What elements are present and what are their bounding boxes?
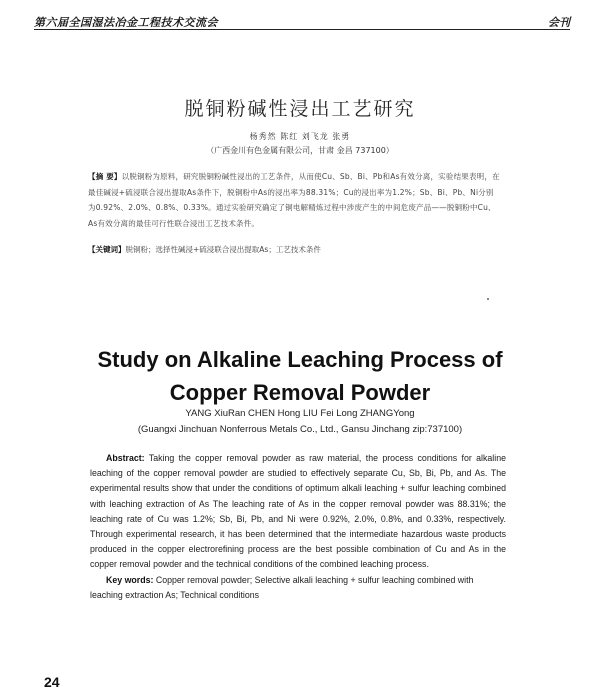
chinese-affiliation: （广西金川有色金属有限公司，甘肃 金昌 737100） <box>206 146 394 155</box>
english-abstract-text: Taking the copper removal powder as raw material, the process conditions for alkaline leaching of the copper removal powder are studied to effectively separate Cu, Sb, Bi, Pb, and As. The experimental results show that under the conditions of optimum alkali leaching + sulfur leaching combined with leaching extraction of As The leaching rate of As in the copper removal powder was 88.31%; the leaching rate of Cu was 1.2%; Sb, Bi, Pb, and Ni were 0.92%, 2.0%, 0.8%, and 0.33%, respectively. Through experimental research, it has been determined that the intermediate hazardous waste products produced in the copper electrorefining process are the best possible combination of Cu and As in the copper removal powder and the technical conditions of the combined leaching process. <box>90 453 506 570</box>
scan-speck <box>487 298 489 300</box>
journal-title: 第六届全国湿法冶金工程技术交流会 <box>34 16 218 29</box>
header-rule <box>34 29 570 30</box>
english-title-line-1: Study on Alkaline Leaching Process of <box>97 347 503 372</box>
chinese-keywords-label: 【关键词】 <box>88 245 126 254</box>
english-abstract <box>90 451 506 573</box>
english-authors: YANG XiuRan CHEN Hong LIU Fei Long ZHANGYong <box>185 408 415 419</box>
english-title <box>0 343 600 409</box>
english-keywords <box>90 573 506 603</box>
running-header <box>34 14 570 30</box>
chinese-abstract <box>88 169 500 231</box>
chinese-keywords-text: 脱铜粉；选择性碱浸+硫浸联合浸出提取As；工艺技术条件 <box>125 245 321 254</box>
english-abstract-label: Abstract: <box>106 453 145 463</box>
chinese-authors: 杨秀然 陈红 刘飞龙 张勇 <box>249 132 351 141</box>
chinese-abstract-label: 【摘 要】 <box>88 172 122 181</box>
english-keywords-label: Key words: <box>106 575 154 585</box>
journal-section: 会刊 <box>548 16 570 29</box>
chinese-abstract-text: 以脱铜粉为原料，研究脱铜粉碱性浸出的工艺条件，从而使Cu、Sb、Bi、Pb和As有效分离，实验结果表明，在最佳碱浸+硫浸联合浸出提取As条件下，脱铜粉中As的浸出率为88.31%；Cu的浸出率为1.2%；Sb、Bi、Pb、Ni分别为0.92%、2.0%、0.8%、0.33%。通过实验研究确定了铜电解精炼过程中涉废产生的中间危废产品——脱铜粉中Cu、As有效分离的最佳可行性联合浸出工艺技术条件。 <box>88 172 500 228</box>
chinese-keywords <box>88 244 500 255</box>
english-affiliation: (Guangxi Jinchuan Nonferrous Metals Co., Ltd., Gansu Jinchang zip:737100) <box>137 424 463 435</box>
english-title-line-2: Copper Removal Powder <box>169 380 431 405</box>
chinese-title: 脱铜粉碱性浸出工艺研究 <box>184 98 416 120</box>
page-number: 24 <box>44 674 60 690</box>
english-keywords-text: Copper removal powder; Selective alkali leaching + sulfur leaching combined with leaching extraction As; Technical conditions <box>90 575 474 601</box>
